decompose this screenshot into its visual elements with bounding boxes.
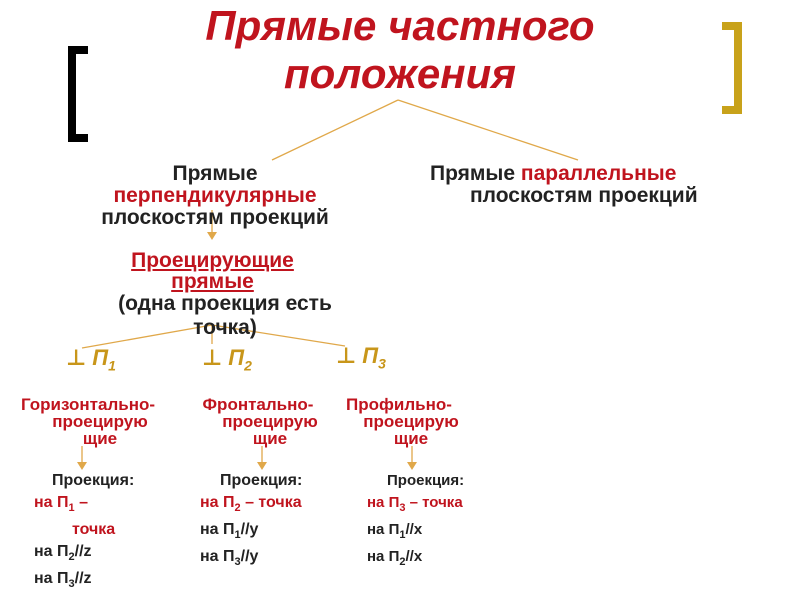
projection-point-1-index: 1 [68,502,75,515]
projecting-note [80,292,370,340]
projection-point-2-b: – точка [240,494,302,511]
pi-index-3: 3 [378,355,386,372]
parallel-line-2: плоскостям проекций [470,184,698,207]
projection-parallel-3a [367,519,464,546]
arrow-perp-down [207,232,217,240]
projection-parallel-1b-index: 3 [68,578,75,591]
pi-letter-3: П [362,343,379,368]
projection-block-3 [367,470,464,573]
projecting-note-1: (одна проекция есть [118,292,332,315]
projection-parallel-2a [200,519,302,546]
projection-point-2-index: 2 [234,502,241,515]
connector-title-left [272,100,398,160]
arrow-cat1-down [77,462,87,470]
category-profile-line-3: щие [393,429,429,448]
projection-parallel-2b-index: 3 [234,556,241,569]
projection-parallel-2a-prefix: на П [200,521,235,539]
perpendicular-line-1: Прямые [172,162,258,185]
category-profile-line-2: проецирую [363,412,459,431]
pi-letter-1: П [92,345,109,370]
projection-parallel-3b-prefix: на П [367,548,400,565]
title-line-1: Прямые частного [205,2,595,49]
title-line-2: положения [283,50,517,97]
projection-parallel-2a-index: 1 [234,529,241,542]
right-bracket [722,22,742,114]
projection-parallel-3b [367,546,464,573]
projection-parallel-1a [34,541,134,568]
projection-point-2 [200,492,302,519]
perp-pi2-label [202,345,252,373]
perp-symbol-1: ⊥ [66,345,87,370]
projecting-note-2: точка) [193,316,257,339]
projection-point-3-b: – точка [405,494,463,511]
projection-point-1-a: на П [34,494,69,511]
perp-pi1-label [66,345,116,373]
projection-block-1 [34,470,134,596]
category-horizontal [8,396,168,447]
category-profile [324,396,474,447]
projecting-lines-heading [80,250,345,292]
category-frontal [178,396,338,447]
perpendicular-line-2: перпендикулярные [113,184,317,207]
projection-parallel-2b [200,546,302,573]
category-horizontal-line-3: щие [82,429,118,448]
projection-parallel-3b-suffix: //x [405,548,423,565]
category-frontal-line-1: Фронтально- [202,395,314,414]
connector-title-right [398,100,578,160]
projection-point-3-a: на П [367,494,400,511]
projection-block-2 [200,470,302,574]
projection-point-1-b: – [74,494,88,511]
projecting-line-1: Проецирующие [131,249,294,272]
perp-pi3-label [336,343,386,371]
pi-letter-2: П [228,345,245,370]
projection-parallel-1a-suffix: //z [74,543,92,561]
category-horizontal-line-2: проецирую [52,412,148,431]
projection-parallel-2b-prefix: на П [200,548,235,566]
left-bracket [68,46,88,142]
projection-point-3-index: 3 [399,502,406,514]
projection-parallel-1a-prefix: на П [34,543,69,561]
projection-parallel-2b-suffix: //y [240,548,259,566]
projection-parallel-3a-suffix: //x [405,521,423,538]
projection-parallel-3a-index: 1 [399,529,406,541]
projection-parallel-1b-suffix: //z [74,570,92,588]
projection-parallel-1a-index: 2 [68,551,75,564]
projection-point-1 [34,492,134,519]
parallel-line-part-1: Прямые [430,162,521,185]
category-horizontal-line-1: Горизонтально- [20,395,156,414]
projection-parallel-1b-prefix: на П [34,570,69,588]
arrow-cat2-down [257,462,267,470]
projection-label-3: Проекция: [387,472,465,489]
projection-parallel-3b-index: 2 [399,556,406,568]
perpendicular-line-3: плоскостям проекций [101,206,329,229]
category-profile-line-1: Профильно- [346,395,452,414]
projection-parallel-2a-suffix: //y [240,521,259,539]
parallel-line-part-2: параллельные [520,162,677,185]
projection-label-2: Проекция: [220,472,303,489]
projection-parallel-3a-prefix: на П [367,521,400,538]
category-frontal-line-2: проецирую [222,412,318,431]
pi-index-2: 2 [244,357,252,374]
projection-point-2-a: на П [200,494,235,511]
projection-point-3 [367,492,464,519]
category-frontal-line-3: щие [252,429,288,448]
projection-parallel-1b [34,568,134,595]
pi-index-1: 1 [108,357,116,374]
perp-symbol-2: ⊥ [202,345,223,370]
perp-symbol-3: ⊥ [336,343,357,368]
projection-label-1: Проекция: [52,472,135,489]
parallel-branch-heading [430,163,698,207]
projecting-line-2: прямые [171,270,254,293]
page-title [0,2,800,98]
projection-point-1-c: точка [72,521,116,539]
arrow-cat3-down [407,462,417,470]
perpendicular-branch-heading [80,163,350,229]
